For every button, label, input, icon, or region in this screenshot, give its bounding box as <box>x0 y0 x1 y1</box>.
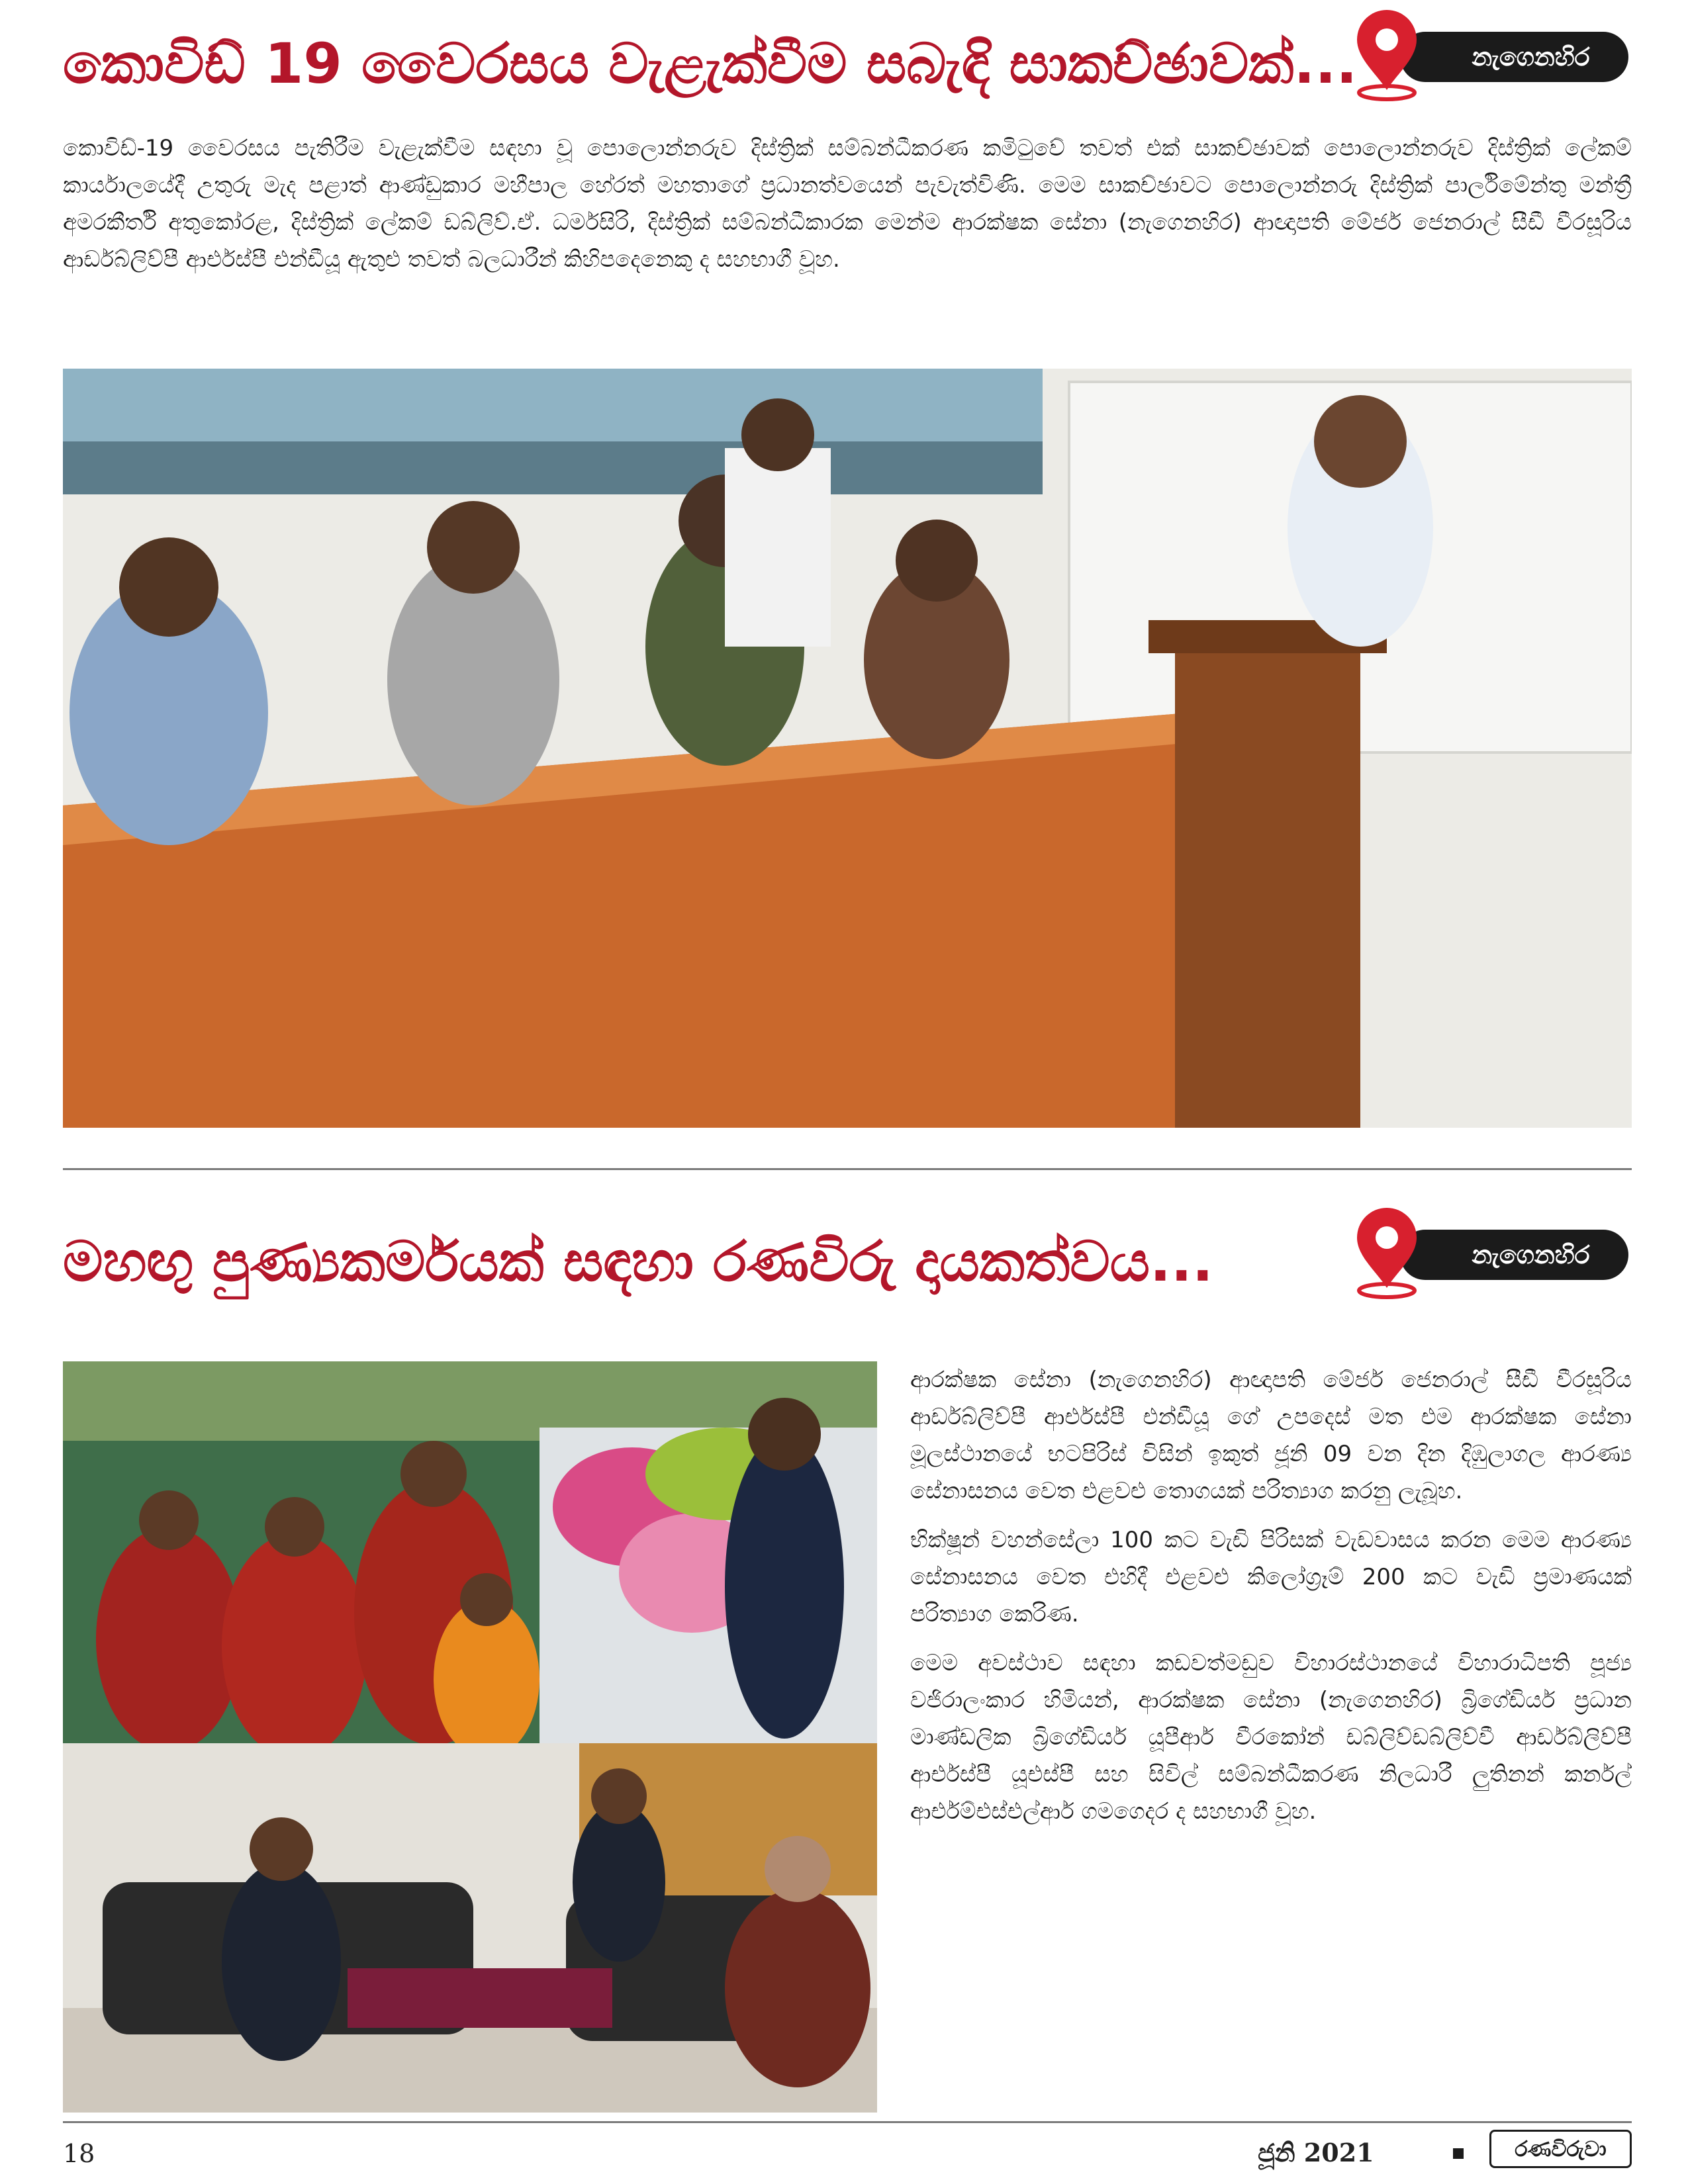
article2-text-column <box>910 1361 1632 1830</box>
footer-separator <box>1453 2148 1464 2159</box>
footer-rule <box>63 2121 1632 2123</box>
article2-headline: මහඟු පුණ්‍යකර්මයක් සඳහා රණවිරු දායකත්වය... <box>63 1229 1213 1294</box>
article1-location-label: නැගෙනහිර <box>1400 32 1628 82</box>
article2-paragraph-3: මෙම අවස්ථාව සඳහා කඩවත්මඩුව විහාරස්ථානයේ විහාරාධිපති පූජ්‍ය වජිරාලංකාර හිමියන්, ආරක්ෂක සේනා (නැගෙනහිර) බ්‍රිගේඩියර් ප්‍රධාන මාණ්ඩලික බ්‍රිගේඩියර් යූපීආර් වීරකෝන් ඩබ්ලිව්ඩබ්ලිව්වී ආර්ඩබ්ලිව්පී ආර්එස්පී යූඑස්පී සහ සිවිල් සම්බන්ධීකරණ නිලධාරී ලුතිනන් කර්නල් ආර්එම්එස්එල්ආර් ගමගෙදර ද සහභාගී වූහ. <box>910 1650 1632 1825</box>
article2-location-badge <box>1337 1203 1632 1302</box>
map-pin-icon <box>1337 5 1436 105</box>
article1-headline: කොවිඩ් 19 වෛරසය වැළැක්වීම සබැඳි සාකච්ඡාවක්... <box>63 31 1358 96</box>
article1-location-badge <box>1337 5 1632 105</box>
article2-paragraph-2: භික්ෂූන් වහන්සේලා 100 කට වැඩි පිරිසක් වැඩවාසය කරන මෙම ආරණ්‍ය සේනාසනය වෙත එහිදී එළවළු කිලෝග්‍රෑම් 200 කට වැඩි ප්‍රමාණයක් පරිත්‍යාග කෙරිණ. <box>910 1527 1632 1627</box>
article2-donation-photo <box>63 1361 877 1743</box>
map-pin-icon <box>1337 1203 1436 1302</box>
article2-paragraph-1: ආරක්ෂක සේනා (නැගෙනහිර) ආඥාපති මේජර් ජෙනරාල් සීඩී වීරසූරිය ආර්ඩබ්ලිව්පී ආර්එස්පී එන්ඩීයූ ගේ උපදෙස් මත එම ආරක්ෂක සේනා මූලස්ථානයේ භටපිරිස් විසින් ඉකුත් ජූනි 09 වන දින දිඹුලාගල ආරණ්‍ය සේනාසනය වෙත එළවළු තොගයක් පරිත්‍යාග කරනු ලැබූහ. <box>910 1367 1632 1504</box>
article1-paragraph: කොවිඩ්-19 වෛරසය පැතිරීම වැළැක්වීම සඳහා වූ පොලොන්නරුව දිස්ත්‍රික් සම්බන්ධීකරණ කමිටුවේ තවත් එක් සාකච්ඡාවක් පොලොන්නරුව දිස්ත්‍රික් ලේකම් කාර්යාලයේදී උතුරු මැද පළාත් ආණ්ඩුකාර මහීපාල හේරත් මහතාගේ ප්‍රධානත්වයෙන් පැවැත්විණි. මෙම සාකච්ඡාවට පොලොන්නරු දිස්ත්‍රික් පාර්ලිමේන්තු මන්ත්‍රී අමරකීර්ති අතුකෝරළ, දිස්ත්‍රික් ලේකම් ඩබ්ලිව්.ඒ. ධර්මසිරි, දිස්ත්‍රික් සම්බන්ධීකාරක මෙන්ම ආරක්ෂක සේනා (නැගෙනහිර) ආඥාපති මේජර් ජෙනරාල් සීඩී වීරසූරිය ආර්ඩබ්ලිව්පී ආර්එස්පී එන්ඩීයූ ඇතුළු තවත් බලධාරීන් කිහිපදෙනෙකු ද සහභාගී වූහ. <box>63 135 1632 273</box>
article2-location-label: නැගෙනහිර <box>1400 1230 1628 1280</box>
section-divider <box>63 1168 1632 1170</box>
magazine-name: රණවිරුවා <box>1489 2130 1632 2168</box>
article1-meeting-photo <box>63 369 1632 1128</box>
page-number: 18 <box>63 2139 95 2168</box>
article2-visit-photo <box>63 1743 877 2113</box>
issue-date: ජූනි 2021 <box>1258 2138 1374 2167</box>
